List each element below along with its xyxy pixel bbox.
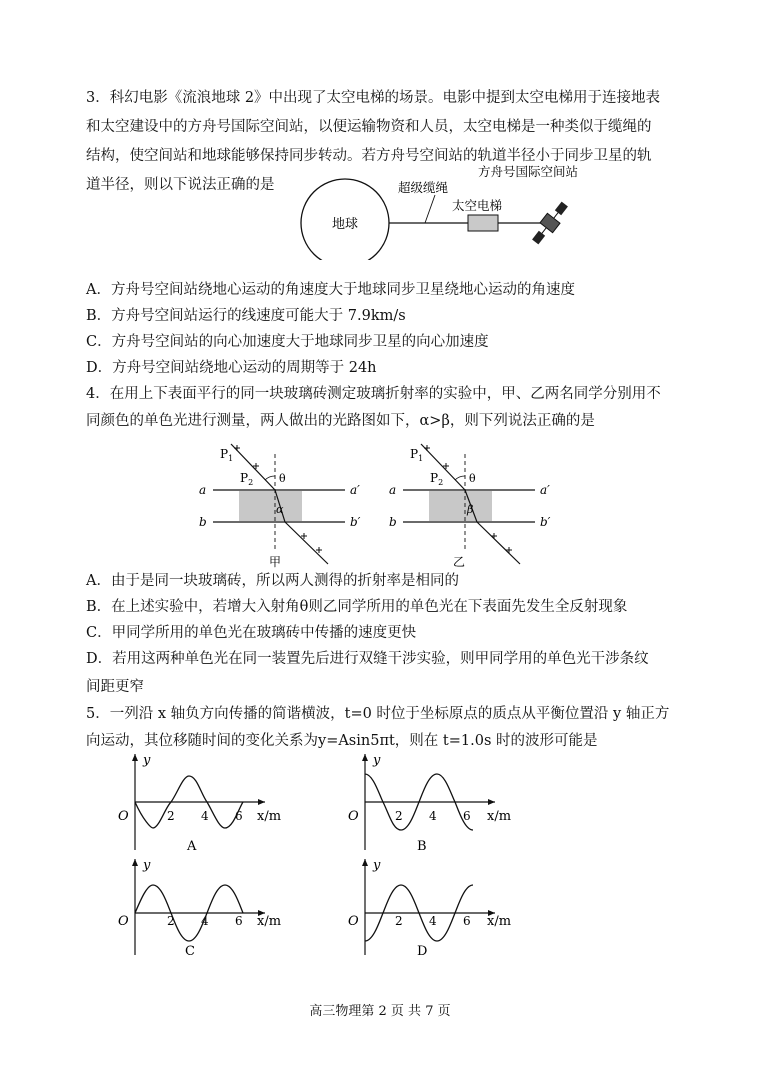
- svg-text:x/m: x/m: [257, 809, 282, 824]
- refraction-figure-right: [385, 436, 565, 571]
- svg-text:O: O: [348, 809, 359, 824]
- label-p2: $P_2$: [240, 471, 254, 487]
- q3-line-2: 和太空建设中的方舟号国际空间站，以便运输物资和人员，太空电梯是一种类似于缆绳的: [86, 119, 652, 135]
- svg-text:B: B: [417, 839, 427, 854]
- svg-text:6: 6: [463, 809, 471, 823]
- q4-line-2: 同颜色的单色光进行测量，两人做出的光路图如下，α>β，则下列说法正确的是: [86, 413, 595, 429]
- glass-block: [429, 491, 492, 521]
- wave-graph-c: [115, 855, 290, 960]
- theta-arc: [265, 476, 275, 480]
- label-a: a: [199, 483, 207, 497]
- q3-option-c: C．方舟号空间站的向心加速度大于地球同步卫星的向心加速度: [86, 334, 489, 350]
- wave-graph-d: [345, 855, 520, 960]
- pin-p3: [491, 533, 497, 539]
- cable-leader: [425, 195, 435, 223]
- q5-line-1: 5．一列沿 x 轴负方向传播的简谐横波，t=0 时位于坐标原点的质点从平衡位置沿 y 轴正方: [86, 706, 670, 722]
- glass-block: [239, 491, 302, 521]
- theta-arc: [455, 476, 465, 480]
- refraction-figure-left: [195, 436, 375, 571]
- cable-label: 超级缆绳: [398, 180, 449, 195]
- space-elevator-figure: [300, 160, 600, 260]
- label-p2: $P_2$: [430, 471, 444, 487]
- q4-line-1: 4．在用上下表面平行的同一块玻璃砖测定玻璃折射率的实验中，甲、乙两名同学分别用不: [86, 386, 661, 402]
- svg-text:2: 2: [167, 809, 175, 823]
- pin-p1: [234, 445, 240, 451]
- svg-text:4: 4: [201, 809, 209, 823]
- svg-text:4: 4: [429, 809, 437, 823]
- caption-left: 甲: [269, 555, 282, 569]
- pin-p4: [316, 547, 322, 553]
- q4-option-d-cont: 间距更窄: [86, 679, 144, 695]
- svg-text:2: 2: [167, 914, 175, 928]
- emergent-ray: [285, 522, 328, 564]
- svg-text:D: D: [417, 944, 428, 959]
- svg-text:y: y: [373, 753, 381, 768]
- elevator-box: [468, 215, 498, 231]
- earth-label: 地球: [331, 217, 359, 232]
- q4-option-c: C．甲同学所用的单色光在玻璃砖中传播的速度更快: [86, 625, 417, 641]
- pin-p4: [506, 547, 512, 553]
- svg-text:y: y: [143, 753, 151, 768]
- svg-text:O: O: [348, 914, 359, 929]
- page-footer: 高三物理第 2 页 共 7 页: [309, 1004, 451, 1019]
- label-b-prime: b′: [350, 515, 361, 529]
- svg-text:x/m: x/m: [257, 914, 282, 929]
- svg-text:6: 6: [235, 809, 243, 823]
- q3-option-b: B．方舟号空间站运行的线速度可能大于 7.9km/s: [86, 308, 406, 324]
- q4-option-a: A．由于是同一块玻璃砖，所以两人测得的折射率是相同的: [86, 573, 459, 589]
- label-b-prime: b′: [540, 515, 551, 529]
- svg-text:y: y: [373, 858, 381, 873]
- label-beta: β: [467, 503, 474, 516]
- label-a: a: [389, 483, 397, 497]
- q3-option-d: D．方舟号空间站绕地心运动的周期等于 24h: [86, 360, 377, 376]
- q3-line-4: 道半径，则以下说法正确的是: [86, 177, 275, 193]
- svg-text:y: y: [143, 858, 151, 873]
- svg-text:O: O: [118, 809, 129, 824]
- station-label: 方舟号国际空间站: [478, 164, 579, 179]
- emergent-ray: [477, 522, 520, 564]
- label-p1: $P_1$: [410, 447, 424, 463]
- q4-option-b: B．在上述实验中，若增大入射角θ则乙同学所用的单色光在下表面先发生全反射现象: [86, 599, 628, 615]
- svg-text:x/m: x/m: [487, 914, 512, 929]
- pin-p1: [424, 445, 430, 451]
- label-theta: θ: [469, 472, 476, 485]
- q3-line-1: 3．科幻电影《流浪地球 2》中出现了太空电梯的场景。电影中提到太空电梯用于连接地表: [86, 90, 661, 106]
- q3-option-a: A．方舟号空间站绕地心运动的角速度大于地球同步卫星绕地心运动的角速度: [86, 282, 575, 298]
- q4-option-d: D．若用这两种单色光在同一装置先后进行双缝干涉实验，则甲同学用的单色光干涉条纹: [86, 651, 649, 667]
- label-p1: $P_1$: [220, 447, 234, 463]
- label-alpha: α: [276, 503, 284, 516]
- label-a-prime: a′: [540, 483, 550, 497]
- q3-line-3: 结构，使空间站和地球能够保持同步转动。若方舟号空间站的轨道半径小于同步卫星的轨: [86, 148, 652, 164]
- svg-text:4: 4: [429, 914, 437, 928]
- svg-text:O: O: [118, 914, 129, 929]
- svg-text:4: 4: [201, 914, 209, 928]
- svg-text:x/m: x/m: [487, 809, 512, 824]
- svg-text:6: 6: [463, 914, 471, 928]
- label-b: b: [389, 515, 397, 529]
- caption-right: 乙: [453, 555, 466, 569]
- label-theta: θ: [279, 472, 286, 485]
- wave-graph-a: [115, 750, 290, 855]
- wave-graph-b: [345, 750, 520, 855]
- svg-text:2: 2: [395, 914, 403, 928]
- svg-text:6: 6: [235, 914, 243, 928]
- elevator-label: 太空电梯: [452, 198, 503, 213]
- svg-text:A: A: [187, 839, 197, 854]
- svg-text:C: C: [185, 944, 195, 959]
- label-a-prime: a′: [350, 483, 360, 497]
- q5-line-2: 向运动，其位移随时间的变化关系为y=Asin5πt，则在 t=1.0s 时的波形可能是: [86, 733, 598, 749]
- svg-text:2: 2: [395, 809, 403, 823]
- label-b: b: [199, 515, 207, 529]
